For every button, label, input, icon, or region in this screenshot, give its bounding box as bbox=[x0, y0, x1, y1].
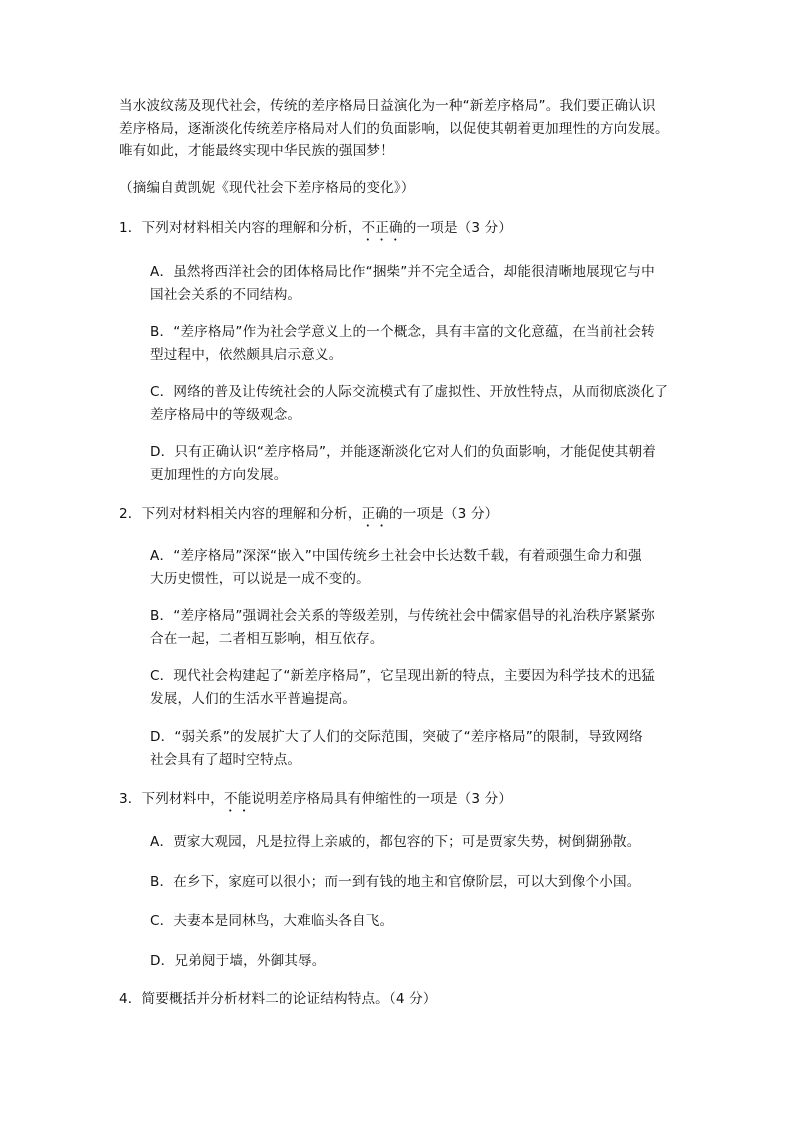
question-3-stem bbox=[119, 789, 512, 815]
question-3-prefix: 3．下列材料中， bbox=[119, 791, 225, 807]
question-1-suffix: 的一项是（3 分） bbox=[402, 220, 513, 236]
q2-option-d-line-1: D．“弱关系”的发展扩大了人们的交际范围，突破了“差序格局”的限制，导致网络 bbox=[150, 729, 643, 745]
q1-option-a-line-1: A．虽然将西洋社会的团体格局比作“捆柴”并不完全适合，却能很清晰地展现它与中 bbox=[150, 264, 655, 280]
q1-option-d-line-1: D．只有正确认识“差序格局”，并能逐渐淡化它对人们的负面影响，才能促使其朝着 bbox=[150, 444, 657, 460]
intro-paragraph-line-1: 当水波纹荡及现代社会，传统的差序格局日益演化为一种“新差序格局”。我们要正确认识 bbox=[119, 98, 656, 114]
question-3-suffix: 说明差序格局具有伸缩性的一项是（3 分） bbox=[251, 791, 513, 807]
q2-option-c-line-2: 发展，人们的生活水平普遍提高。 bbox=[150, 691, 357, 707]
q2-option-d-line-2: 社会具有了超时空特点。 bbox=[150, 752, 302, 768]
q2-option-c-line-1: C．现代社会构建起了“新差序格局”，它呈现出新的特点，主要因为科学技术的迅猛 bbox=[150, 668, 656, 684]
q3-option-c: C．夫妻本是同林鸟，大难临头各自飞。 bbox=[150, 913, 394, 929]
q1-option-d-line-2: 更加理性的方向发展。 bbox=[150, 467, 288, 483]
q1-option-b-line-2: 型过程中，依然颇具启示意义。 bbox=[150, 347, 343, 363]
q3-option-d: D．兄弟阋于墙，外御其辱。 bbox=[150, 953, 326, 969]
question-2-prefix: 2．下列对材料相关内容的理解和分析， bbox=[119, 506, 362, 522]
question-1-prefix: 1．下列对材料相关内容的理解和分析， bbox=[119, 220, 362, 236]
question-2-stem bbox=[119, 504, 498, 530]
question-4-stem: 4．简要概括并分析材料二的论证结构特点。（4 分） bbox=[119, 991, 437, 1007]
q1-option-b-line-1: B．“差序格局”作为社会学意义上的一个概念，具有丰富的文化意蕴，在当前社会转 bbox=[150, 324, 655, 340]
q3-option-a: A．贾家大观园，凡是拉得上亲戚的，都包容的下；可是贾家失势，树倒猢狲散。 bbox=[150, 834, 641, 850]
intro-paragraph-line-3: 唯有如此，才能最终实现中华民族的强国梦！ bbox=[119, 143, 394, 159]
q3-option-b: B．在乡下，家庭可以很小；而一到有钱的地主和官僚阶层，可以大到像个小国。 bbox=[150, 874, 641, 890]
question-2-emphasis: 正确 bbox=[361, 506, 389, 522]
question-2-suffix: 的一项是（3 分） bbox=[388, 506, 499, 522]
question-1-stem bbox=[119, 218, 512, 244]
source-citation: （摘编自黄凯妮《现代社会下差序格局的变化》） bbox=[119, 180, 415, 196]
q1-option-a-line-2: 国社会关系的不同结构。 bbox=[150, 287, 302, 303]
q1-option-c-line-1: C．网络的普及让传统社会的人际交流模式有了虚拟性、开放性特点，从而彻底淡化了 bbox=[150, 384, 669, 400]
q2-option-b-line-1: B．“差序格局”强调社会关系的等级差别，与传统社会中儒家倡导的礼治秩序紧紧弥 bbox=[150, 608, 655, 624]
q2-option-b-line-2: 合在一起，二者相互影响，相互依存。 bbox=[150, 631, 384, 647]
question-3-emphasis: 不能 bbox=[224, 791, 252, 807]
q2-option-a-line-2: 大历史惯性，可以说是一成不变的。 bbox=[150, 571, 370, 587]
question-1-emphasis: 不正确 bbox=[361, 220, 403, 236]
intro-paragraph-line-2: 差序格局，逐渐淡化传统差序格局对人们的负面影响，以促使其朝着更加理性的方向发展。 bbox=[119, 121, 669, 137]
q1-option-c-line-2: 差序格局中的等级观念。 bbox=[150, 407, 302, 423]
q2-option-a-line-1: A．“差序格局”深深“嵌入”中国传统乡土社会中长达数千载，有着顽强生命力和强 bbox=[150, 548, 642, 564]
